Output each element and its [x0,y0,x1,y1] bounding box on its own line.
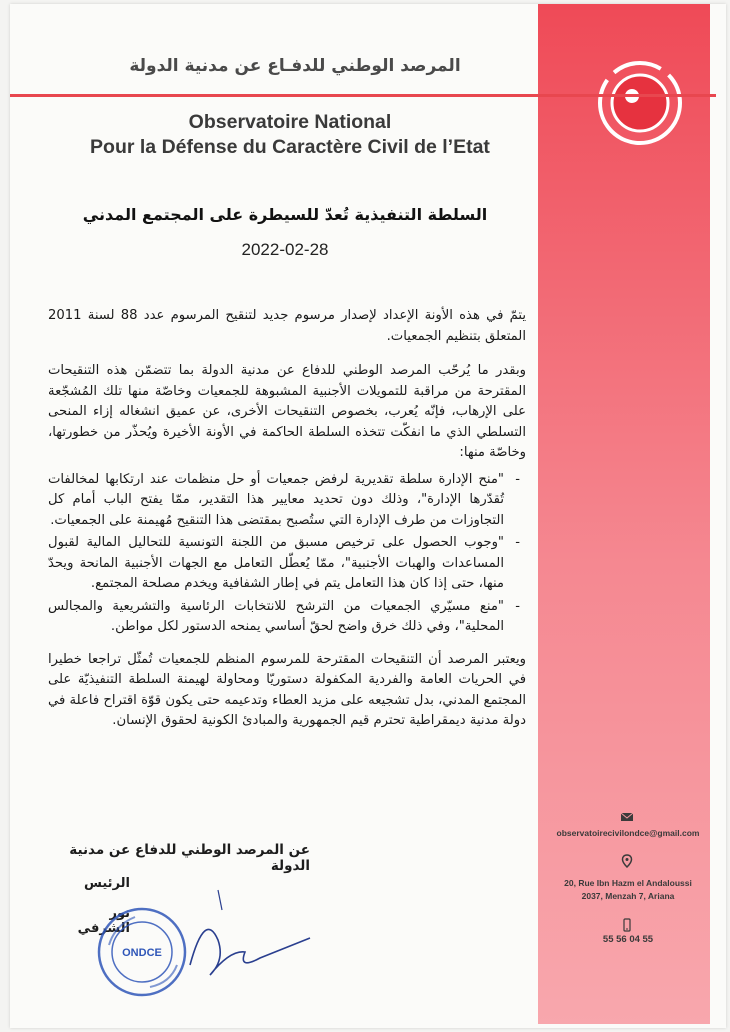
concerns-list [48,470,526,638]
header-rule [10,94,716,97]
arabic-org-name: المرصد الوطني للدفـاع عن مدنية الدولة [129,56,461,76]
stamp-text: ONDCE [122,947,162,959]
list-item: - "منح الإدارة سلطة تقديرية لرفض جمعيات أو حل منظمات عند ارتكابها لمخالفات تُقدّرها الإدارة"، وذلك دون تحديد معايير هذا التقدير، ممّا يفتح الباب أمام كل التجاوزات من طرف الإدارة التي ستُصبح بمقتضى هذا التنقيح مُهيمنة على الجمعيات. [48,470,504,532]
contact-address-line1: 20, Rue Ibn Hazm el Andaloussi [564,878,692,888]
signature-role: الرئيس [84,876,130,891]
side-red-band [538,4,710,1024]
paragraph-position: وبقدر ما يُرحّب المرصد الوطني للدفاع عن مدنية الدولة بما تتضمّن هذه التنقيحات المقترحة من مراقبة للتمويلات الأجنبية المشبوهة للجمعيات وخاصّة منها تلك المُشجّعة على الإرهاب، فإنّه يُعرب، بخصوص التنقيحات الأخرى، عن عميق انشغاله إزاء المنحى التسلطي الذي ما انفكّت تتخذه السلطة الحاكمة في الأونة الأخيرة ويُحذّر من خطورتها، وخاصّة منها: [48,363,526,460]
list-item: - "وجوب الحصول على ترخيص مسبق من اللجنة التونسية للتحاليل المالية لقبول المساعدات والهبات الأجنبية"، ممّا يُعطّل التعامل مع الجهات الأجنبية المانحة ويحدّ منها، حتى إذا كان هذا التعامل يتم في إطار الشفافية ويخدم مصلحة المجتمع. [48,533,504,595]
contact-phone: 55 56 04 55 [602,934,654,945]
paragraph-conclusion: ويعتبر المرصد أن التنقيحات المقترحة للمرسوم المنظم للجمعيات تُمثّل تراجعا خطيرا في الحريات العامة والفردية المكفولة دستوريّا ومحاولة لهيمنة السلطة التنفيذيّة على المجتمع المدني، بدل تشجيعه على مزيد العطاء وتدعيمه حتى يكون قوّة اقتراح فاعلة في دولة مدنية ديمقراطية تحترم قيم الجمهورية والمبادئ الكونية لحقوق الإنسان. [48,651,526,728]
list-item: - "منع مسيّري الجمعيات من الترشح للانتخابات الرئاسية والتشريعية والمجالس المحلية"، وفي ذلك خرق واضح لحقّ أساسي يمنحه الدستور لكل مواطن. [48,597,504,638]
french-org-name [40,110,540,160]
contact-email: observatoirecivilondce@gmail.com [556,828,700,838]
document-title: السلطة التنفيذية تُعدّ للسيطرة على المجتمع المدني [82,205,488,224]
document-body [48,306,526,746]
signature-org-line: عن المرصد الوطني للدفاع عن مدنية الدولة [69,842,310,874]
french-org-name-line1: Observatoire National [188,111,392,133]
paragraph-intro: يتمّ في هذه الأونة الإعداد لإصدار مرسوم جديد لتنقيح المرسوم عدد 88 لسنة 2011 المتعلق بتنظيم الجمعيات. [48,308,526,344]
handwritten-signature [170,880,320,990]
signature-name: نور الشرفي [77,906,130,936]
phone-icon [620,918,634,932]
envelope-icon [620,810,634,824]
organization-logo [595,58,685,148]
french-org-name-line2: Pour la Défense du Caractère Civil de l’Etat [90,136,490,158]
map-pin-icon [620,854,634,868]
document-date: 2022-02-28 [241,240,329,259]
contact-address-line2: 2037, Menzah 7, Ariana [581,891,675,901]
